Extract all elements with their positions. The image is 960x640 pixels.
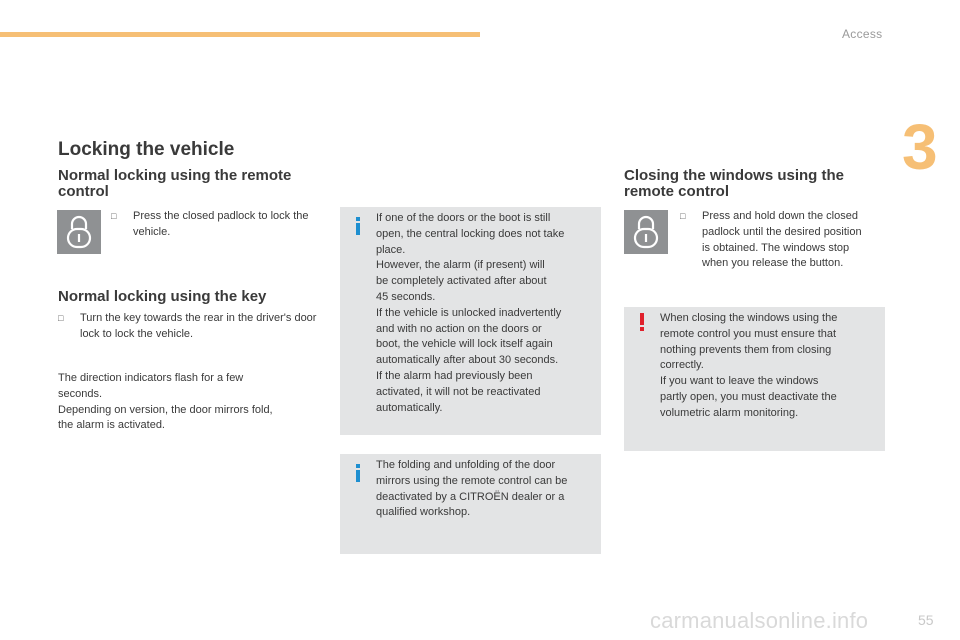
closed-padlock-icon [632, 215, 660, 249]
padlock-button-icon [624, 210, 668, 254]
remote-lock-heading: Normal locking using the remote control [58, 167, 292, 200]
windows-step: □ Press and hold down the closed padlock until the desired position is obtained. The windows stop when you release the button. [680, 210, 862, 270]
info-box-doors [340, 207, 601, 435]
warning-box-windows [624, 307, 885, 451]
warning-windows-text: When closing the windows using the remote control you must ensure that nothing prevents them from closing correctly. If you want to leave the windows partly open, you must deactivate the volumetric alarm monitoring. [660, 312, 838, 419]
remote-lock-step: □ Press the closed padlock to lock the vehicle. [111, 210, 309, 238]
key-lock-note: The direction indicators flash for a few seconds. Depending on version, the door mirrors fold, the alarm is activated. [58, 372, 273, 432]
closed-padlock-icon [65, 215, 93, 249]
key-lock-step: □ Turn the key towards the rear in the driver's door lock to lock the vehicle. [58, 312, 317, 340]
section-label: Access [842, 27, 883, 41]
warning-icon [636, 313, 648, 331]
key-lock-heading: Normal locking using the key [58, 288, 267, 305]
info-doors-text: If one of the doors or the boot is still open, the central locking does not take place. However, the alarm (if present) will be completely activated after about 45 seconds. If the vehicle is unlocked inadvertently and with no action on the doors or boot, the vehicle will lock itself again automatically after about 30 seconds. If the alarm had previously been activated, it will not be reactivated automatically. [376, 212, 565, 414]
checkbox-bullet-icon: □ [680, 211, 686, 221]
windows-heading: Closing the windows using the remote control [624, 167, 844, 200]
watermark: carmanualsonline.info [650, 608, 869, 633]
info-box-mirrors [340, 454, 601, 554]
accent-bar [0, 32, 480, 37]
page-title: Locking the vehicle [58, 139, 235, 160]
page-number: 55 [918, 612, 934, 628]
info-mirrors-text: The folding and unfolding of the door mirrors using the remote control can be deactivated by a CITROËN dealer or a qualified workshop. [376, 459, 568, 519]
padlock-button-icon [57, 210, 101, 254]
info-icon [352, 217, 364, 235]
checkbox-bullet-icon: □ [58, 313, 64, 323]
checkbox-bullet-icon: □ [111, 211, 117, 221]
chapter-number: 3 [902, 111, 938, 183]
info-icon [352, 464, 364, 482]
